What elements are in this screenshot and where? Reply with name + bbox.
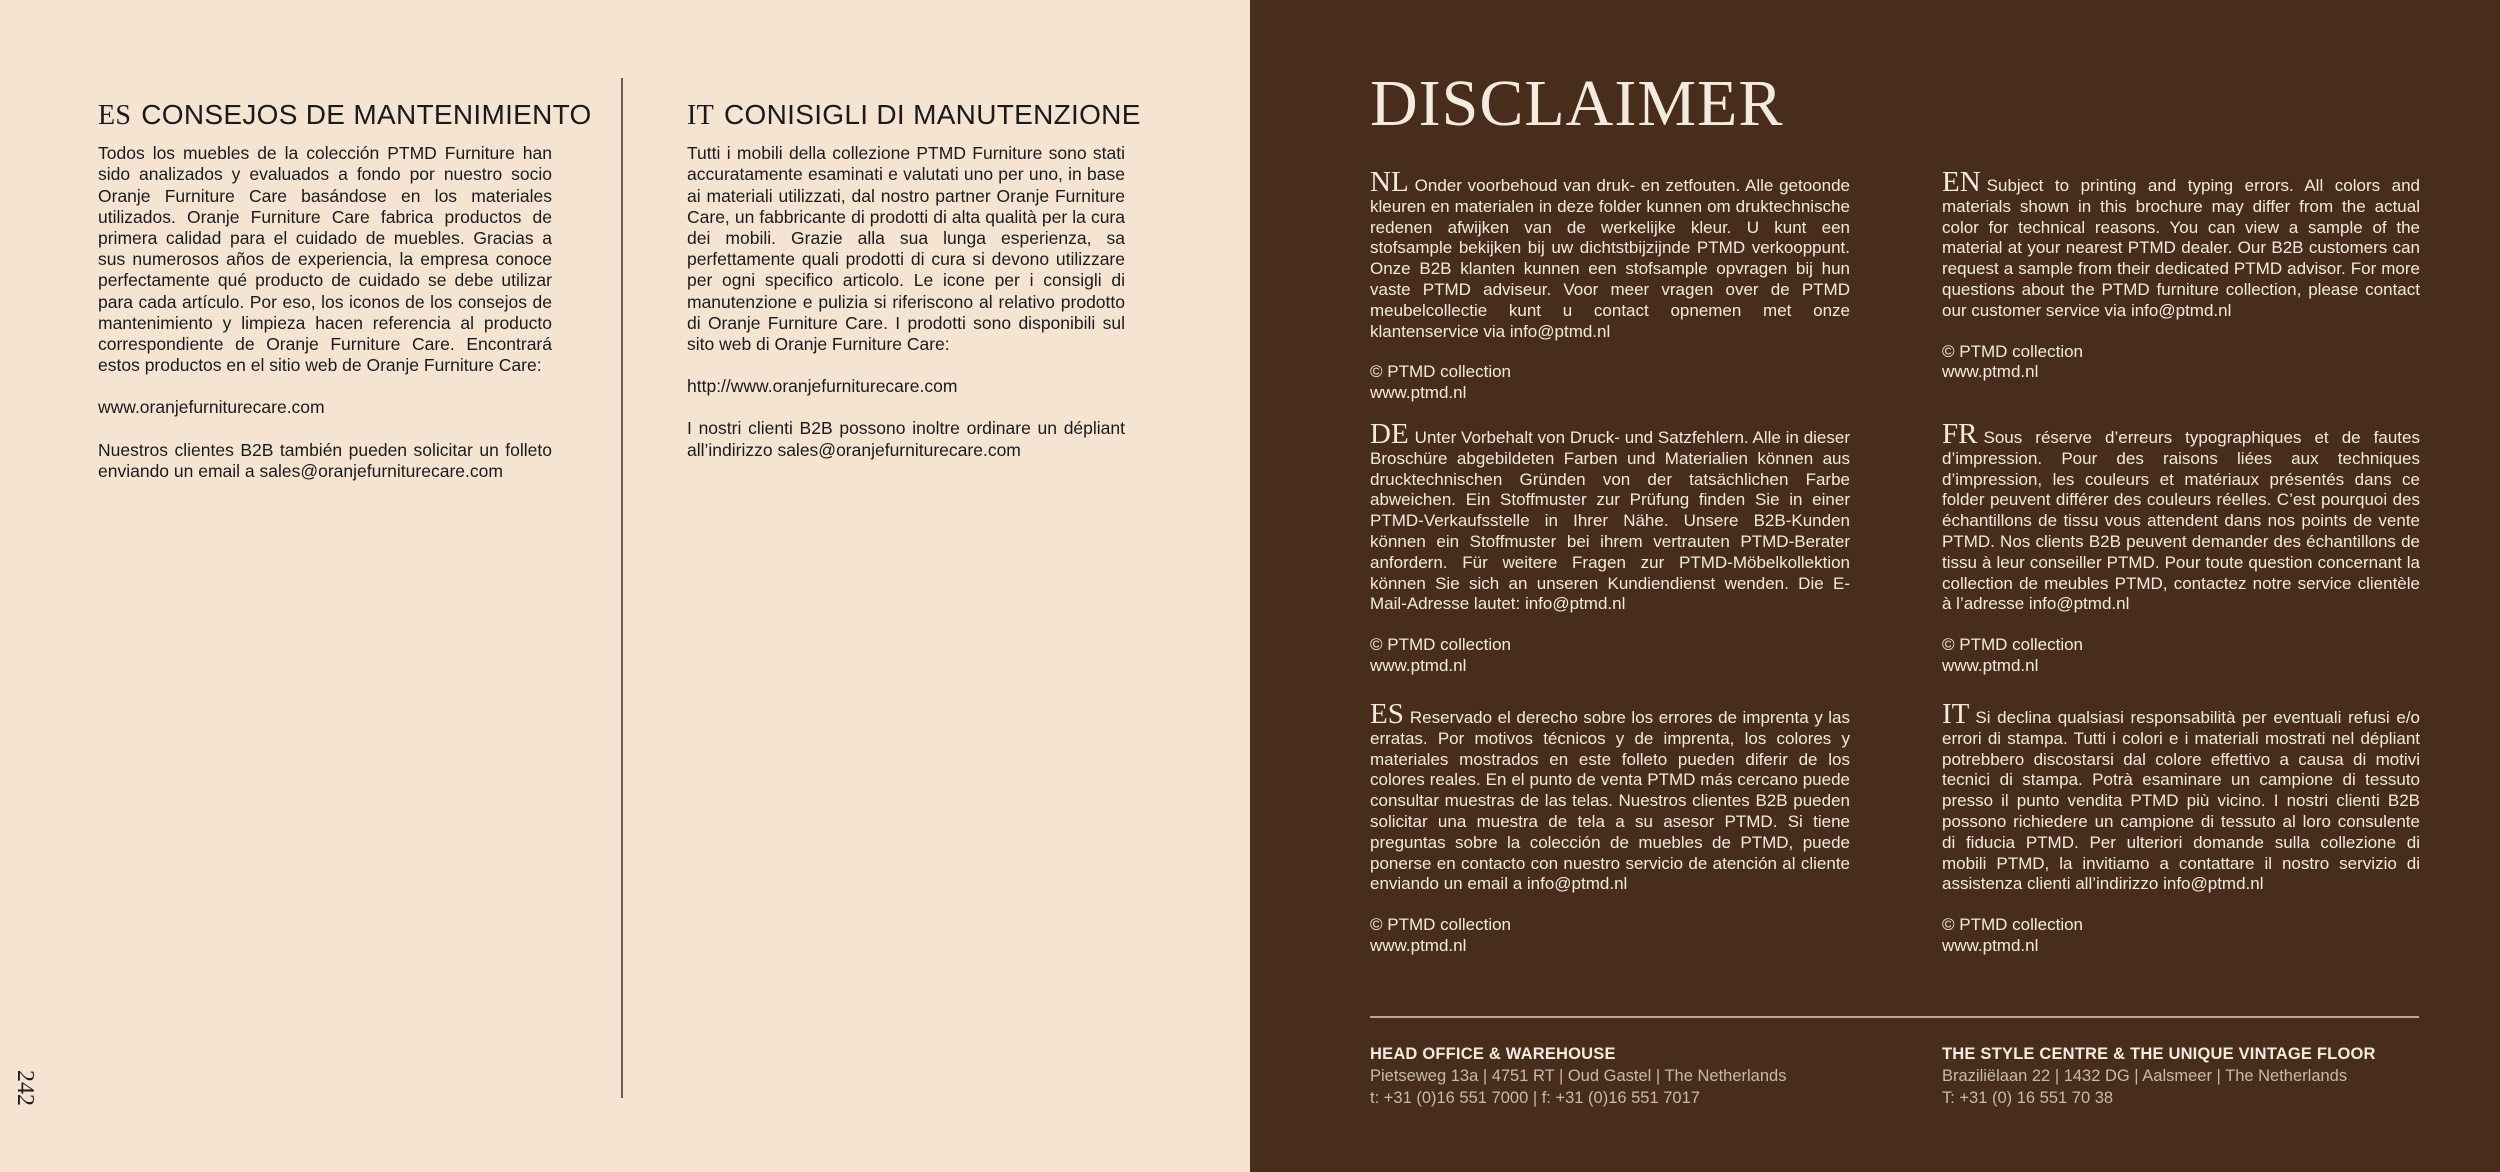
- it-paragraph-2: I nostri clienti B2B possono inoltre ordinare un dépliant all’indirizzo sales@oranjefurniturecare.com: [687, 418, 1125, 460]
- copyright: © PTMD collection: [1370, 362, 1512, 382]
- disclaimer-text: Sous réserve d’erreurs typographiques et de fautes d’impression. Pour des raisons liées aux techniques d’impression, les couleurs et matériaux présentés dans ce folder peuvent différer des couleurs réelles. C’est pourquoi des échantillons de tissu vous attendent dans nos points de vente PTMD. Nos clients B2B peuvent demander des échantillons de tissu à leur conseiller PTMD. Pour toute question concernant la collection de meubles PTMD, contactez notre service clientèle à l’adresse info@ptmd.nl: [1942, 428, 2420, 614]
- disclaimer-block-nl: [1370, 166, 1850, 404]
- website-link[interactable]: www.ptmd.nl: [1370, 383, 1467, 403]
- footer-head-office: [1370, 1043, 1910, 1109]
- es-paragraph-2: Nuestros clientes B2B también pueden solicitar un folleto enviando un email a sales@oranjefurniturecare.com: [98, 439, 552, 481]
- footer-style-centre: [1942, 1043, 2420, 1109]
- it-paragraph-1: Tutti i mobili della collezione PTMD Furniture sono stati accuratamente esaminati e valutati uno per uno, in base ai materiali utilizzati, dal nostro partner Oranje Furniture Care, un fabbricante di prodotti di alta qualità per la cura dei mobili. Grazie alla sua lunga esperienza, sa perfettamente quali prodotti di cura si devono utilizzare per ogni specifico articolo. Le icone per i consigli di manutenzione e pulizia si riferiscono al relativo prodotto di Oranje Furniture Care. I prodotti sono disponibili sul sito web di Oranje Furniture Care:: [687, 143, 1125, 355]
- it-lang-code: IT: [687, 100, 715, 131]
- es-maintenance-column: [98, 99, 592, 503]
- disclaimer-text: Subject to printing and typing errors. All colors and materials shown in this brochure may differ from the actual color for technical reasons. You can view a sample of the material at your nearest PTMD dealer. Our B2B customers can request a sample from their dedicated PTMD advisor. For more questions about the PTMD furniture collection, please contact our customer service via info@ptmd.nl: [1942, 176, 2420, 320]
- style-centre-phone: T: +31 (0) 16 551 70 38: [1942, 1089, 2114, 1107]
- website-link[interactable]: www.ptmd.nl: [1370, 935, 1467, 955]
- lang-code: DE: [1370, 418, 1409, 450]
- right-page: [1250, 0, 2500, 1172]
- disclaimer-title: DISCLAIMER: [1370, 67, 1784, 140]
- head-office-phone: t: +31 (0)16 551 7000 | f: +31 (0)16 551 7017: [1370, 1089, 1700, 1107]
- disclaimer-text: Si declina qualsiasi responsabilità per eventuali refusi e/o errori di stampa. Tutti i colori e i materiali mostrati nel dépliant potrebbero discostarsi dal colore effettivo a causa di motivi tecnici di stampa. Potrà esaminare un campione di tessuto presso il punto vendita PTMD più vicino. I nostri clienti B2B possono richiedere un campione di tessuto al loro consulente di fiducia PTMD. Per ulteriori domande sulla collezione di mobili PTMD, la invitiamo a contattare il nostro servizio di assistenza clienti all’indirizzo info@ptmd.nl: [1942, 708, 2420, 894]
- disclaimer-block-es: [1370, 698, 1850, 957]
- lang-code: EN: [1942, 166, 1981, 198]
- page-number: 242: [12, 1070, 38, 1106]
- website-link[interactable]: www.ptmd.nl: [1942, 362, 2039, 382]
- copyright: © PTMD collection: [1942, 915, 2084, 935]
- column-divider: [621, 78, 623, 1098]
- it-website-link[interactable]: http://www.oranjefurniturecare.com: [687, 376, 958, 397]
- head-office-address: Pietseweg 13a | 4751 RT | Oud Gastel | The Netherlands: [1370, 1067, 1787, 1085]
- head-office-title: HEAD OFFICE & WAREHOUSE: [1370, 1045, 1616, 1063]
- it-maintenance-heading: [687, 99, 1141, 131]
- disclaimer-text: Reservado el derecho sobre los errores de imprenta y las erratas. Por motivos técnicos y de imprenta, los colores y materiales mostrados en este folleto pueden diferir de los colores reales. En el punto de venta PTMD más cercano puede consultar muestras de las telas. Nuestros clientes B2B pueden solicitar una muestra de tela a su asesor PTMD. Si tiene preguntas sobre la colección de muebles de PTMD, puede ponerse en contacto con nuestro servicio de atención al cliente enviando un email a info@ptmd.nl: [1370, 708, 1850, 894]
- style-centre-title: THE STYLE CENTRE & THE UNIQUE VINTAGE FLOOR: [1942, 1045, 2376, 1063]
- es-maintenance-heading: [98, 99, 592, 131]
- copyright: © PTMD collection: [1370, 915, 1512, 935]
- lang-code: IT: [1942, 698, 1970, 730]
- footer-divider: [1370, 1016, 2419, 1018]
- disclaimer-text: Unter Vorbehalt von Druck- und Satzfehlern. Alle in dieser Broschüre abgebildeten Farben und Materialien können aus drucktechnischen Gründen von der tatsächlichen Farbe abweichen. Ein Stoffmuster zur Prüfung finden Sie in einer PTMD-Verkaufsstelle in Ihrer Nähe. Unsere B2B-Kunden können ein Stoffmuster bei ihrem vertrauten PTMD-Berater anfordern. Für weitere Fragen zur PTMD-Möbelkollektion können Sie sich an unseren Kundiendienst wenden. Die E-Mail-Adresse lautet: info@ptmd.nl: [1370, 428, 1850, 614]
- copyright: © PTMD collection: [1942, 341, 2084, 361]
- website-link[interactable]: www.ptmd.nl: [1370, 655, 1467, 675]
- it-maintenance-column: [687, 99, 1141, 482]
- copyright: © PTMD collection: [1942, 635, 2084, 655]
- copyright: © PTMD collection: [1370, 635, 1512, 655]
- es-lang-code: ES: [98, 100, 132, 131]
- es-heading-text: CONSEJOS DE MANTENIMIENTO: [141, 99, 592, 130]
- website-link[interactable]: www.ptmd.nl: [1942, 655, 2039, 675]
- es-website-link[interactable]: www.oranjefurniturecare.com: [98, 397, 325, 418]
- lang-code: ES: [1370, 698, 1404, 730]
- disclaimer-block-it: [1942, 698, 2420, 957]
- lang-code: FR: [1942, 418, 1978, 450]
- lang-code: NL: [1370, 166, 1409, 198]
- it-heading-text: CONISIGLI DI MANUTENZIONE: [724, 99, 1141, 130]
- style-centre-address: Braziliëlaan 22 | 1432 DG | Aalsmeer | The Netherlands: [1942, 1067, 2348, 1085]
- website-link[interactable]: www.ptmd.nl: [1942, 935, 2039, 955]
- es-paragraph-1: Todos los muebles de la colección PTMD Furniture han sido analizados y evaluados a fondo por nuestro socio Oranje Furniture Care basándose en los materiales utilizados. Oranje Furniture Care fabrica productos de primera calidad para el cuidado de muebles. Gracias a sus numerosos años de experiencia, la empresa conoce perfectamente qué producto de cuidado se debe utilizar para cada artículo. Por eso, los iconos de los consejos de mantenimiento y limpieza hacen referencia al producto correspondiente de Oranje Furniture Care. Encontrará estos productos en el sitio web de Oranje Furniture Care:: [98, 143, 552, 376]
- disclaimer-block-de: [1370, 418, 1850, 677]
- disclaimer-block-en: [1942, 166, 2420, 383]
- disclaimer-text: Onder voorbehoud van druk- en zetfouten. Alle getoonde kleuren en materialen in deze folder kunnen om druktechnische redenen afwijken van de werkelijke kleur. U kunt een stofsample bekijken bij uw dichtstbijzijnde PTMD verkooppunt. Onze B2B klanten kunnen een stofsample opvragen bij hun vaste PTMD adviseur. Voor meer vragen over de PTMD meubelcollectie kunt u contact opnemen met onze klantenservice via info@ptmd.nl: [1370, 176, 1850, 341]
- disclaimer-block-fr: [1942, 418, 2420, 677]
